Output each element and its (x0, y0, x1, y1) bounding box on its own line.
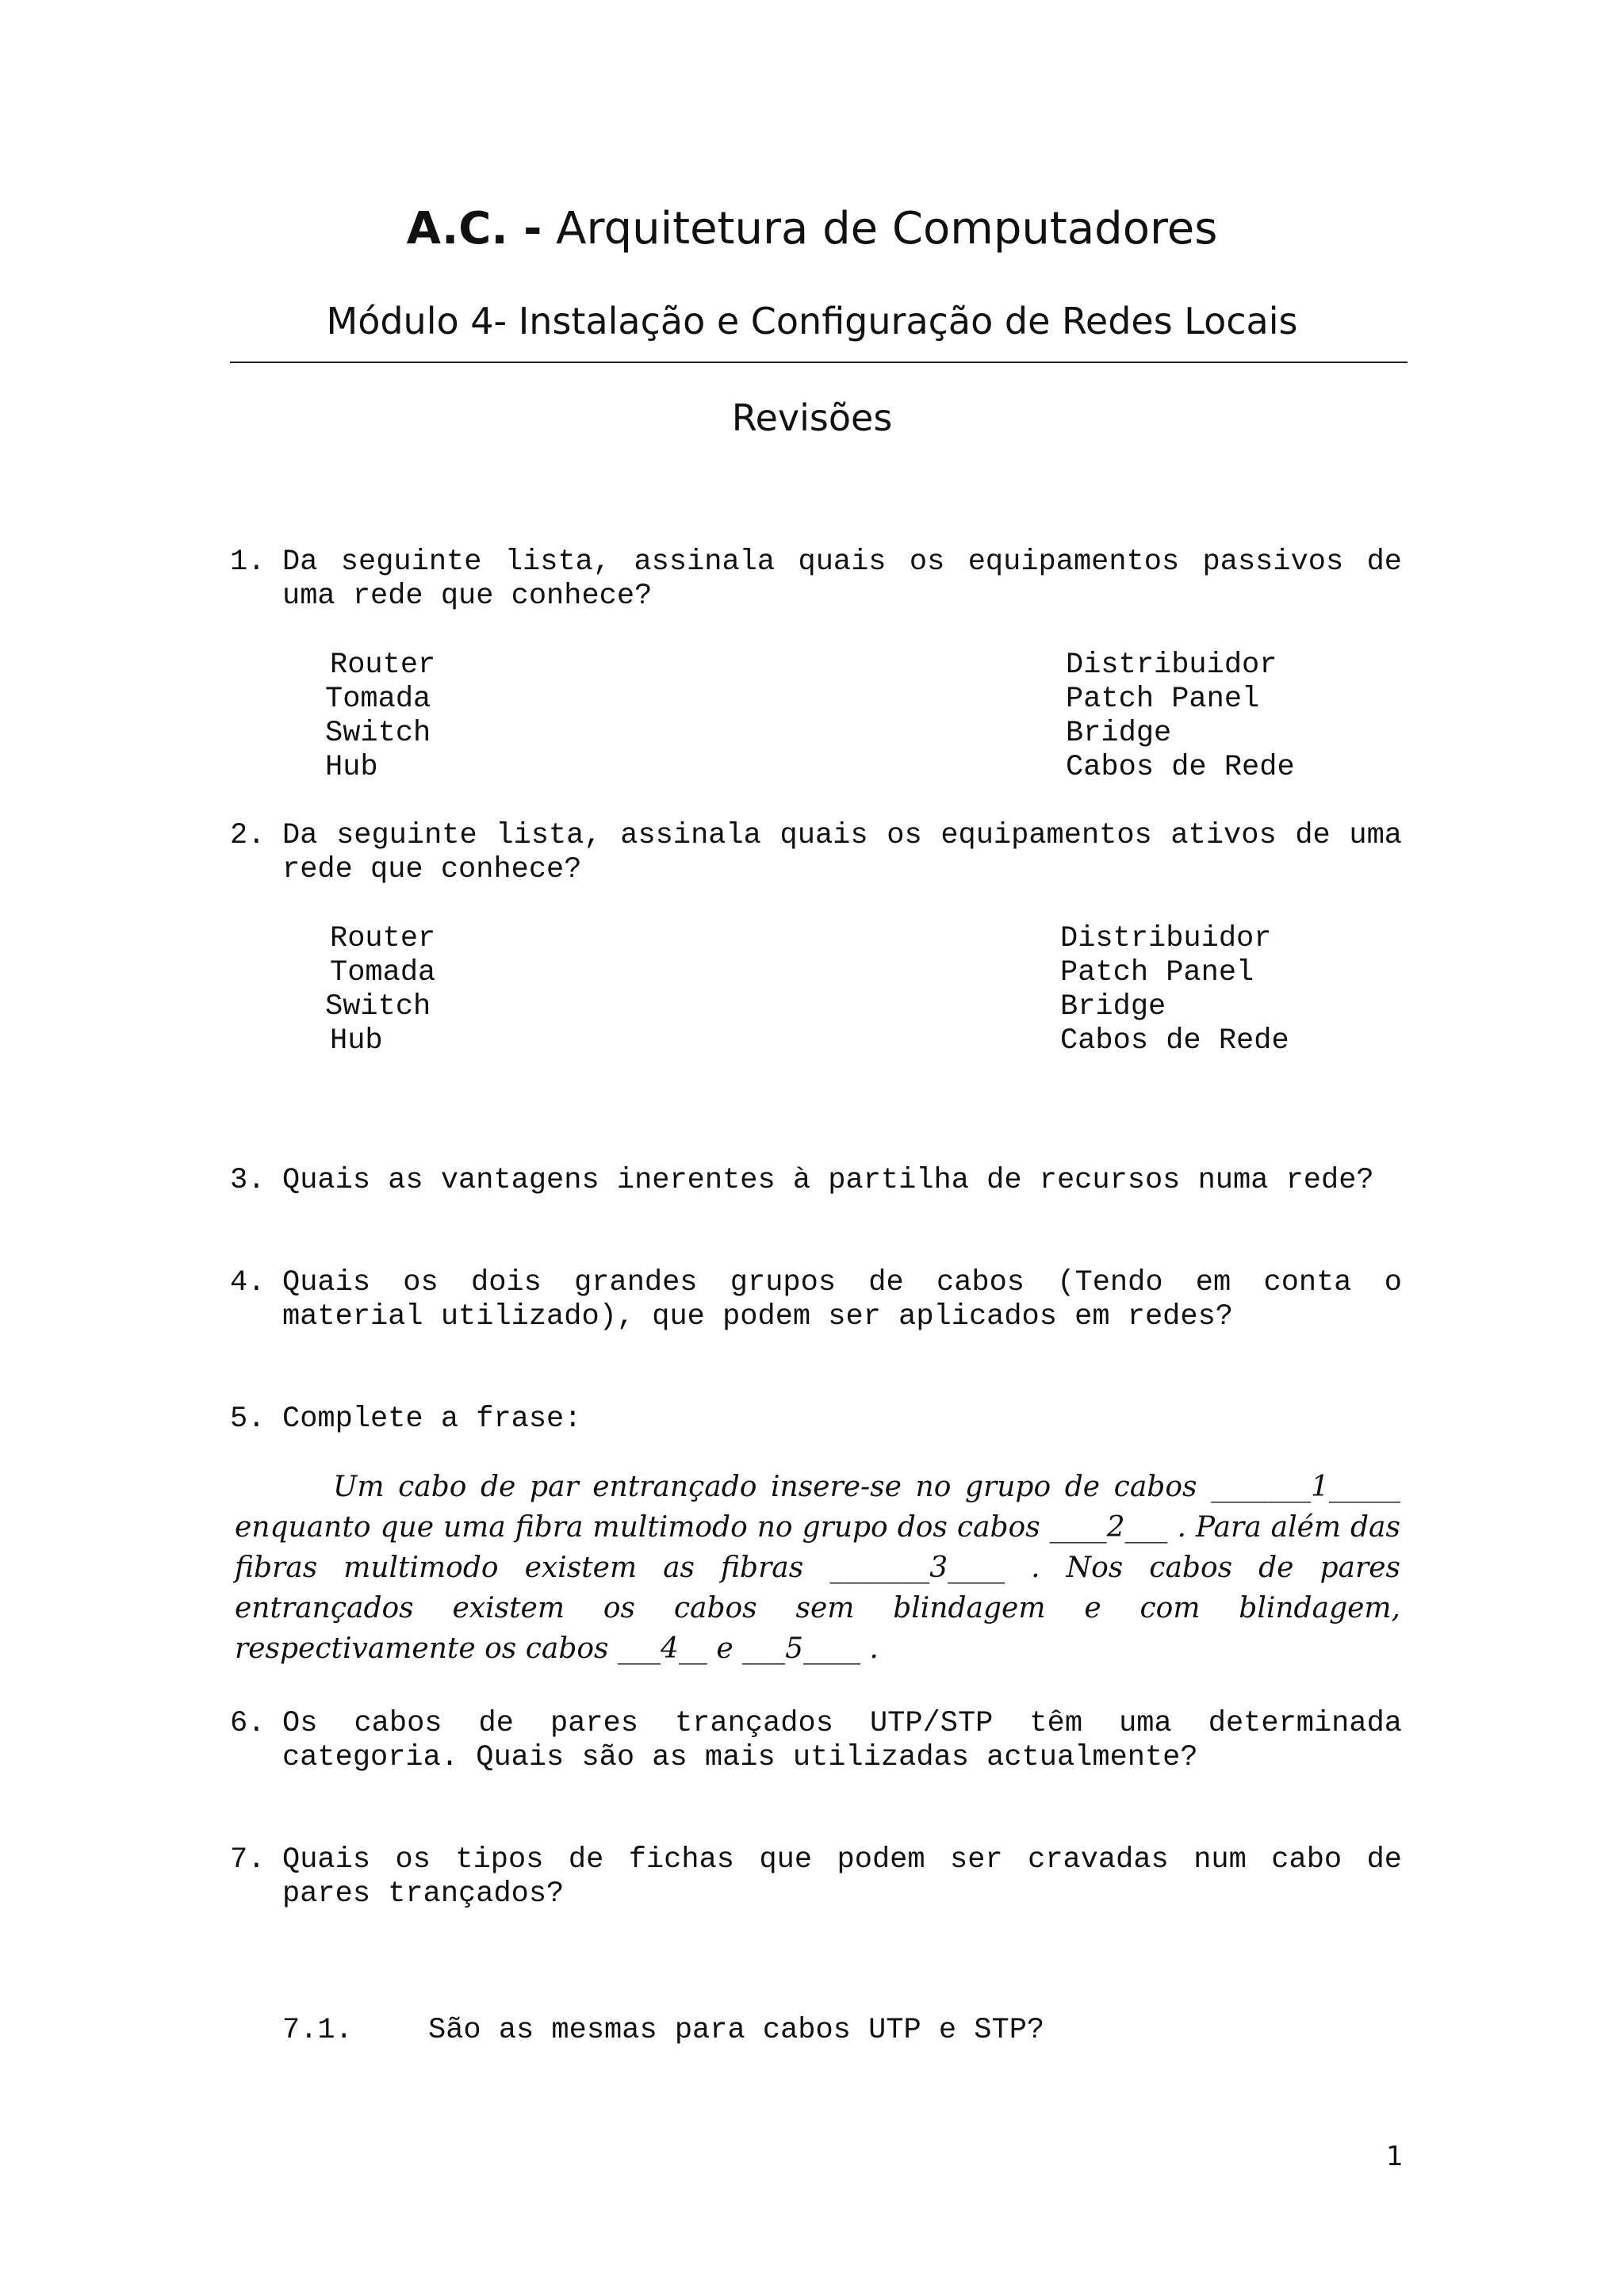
q2-option-right-2: Bridge (1060, 990, 1166, 1024)
q1-option-left-1: Tomada (325, 683, 431, 716)
q2-option-right-0: Distribuidor (1060, 922, 1272, 955)
question-number: 6. (230, 1707, 266, 1740)
q2-option-right-1: Patch Panel (1060, 956, 1254, 989)
question-text: Quais as vantagens inerentes à partilha de recursos numa rede? (282, 1164, 1374, 1197)
question-5 (230, 1402, 1402, 1437)
question-text: Da seguinte lista, assinala quais os equipamentos passivos de uma rede que conhece? (282, 545, 1402, 613)
page-number: 1 (1386, 2141, 1404, 2172)
question-text: Quais os tipos de fichas que podem ser cravadas num cabo de pares trançados? (282, 1843, 1402, 1911)
question-number: 1. (230, 545, 266, 579)
subquestion-number: 7.1. (282, 2014, 353, 2047)
question-text: Da seguinte lista, assinala quais os equipamentos ativos de uma rede que conhece? (282, 819, 1402, 886)
q2-option-left-0: Router (330, 922, 436, 955)
question-4 (230, 1266, 1402, 1334)
q1-option-right-2: Bridge (1066, 717, 1172, 750)
q2-option-left-1: Tomada (330, 956, 436, 989)
question-2 (230, 819, 1402, 887)
paragraph-text: Um cabo de par entrançado insere-se no grupo de cabos _______1_____ enquanto que uma fibra multimodo no grupo dos cabos ____2___ . Para além das fibras multimodo existem as fibras _______3____ . Nos cabos de pares entrançados existem os cabos sem blindagem e com blindagem, respectivamente os cabos ___4__ e ___5____ . (235, 1471, 1400, 1665)
q1-option-right-1: Patch Panel (1066, 683, 1260, 716)
question-text: Os cabos de pares trançados UTP/STP têm uma determinada categoria. Quais são as mais utilizadas actualmente? (282, 1707, 1402, 1774)
question-text: Quais os dois grandes grupos de cabos (Tendo em conta o material utilizado), que podem ser aplicados em redes? (282, 1266, 1402, 1334)
question-1 (230, 545, 1402, 614)
question-number: 3. (230, 1164, 266, 1197)
title-abbrev: A.C. - (406, 203, 542, 254)
question-3 (230, 1164, 1402, 1198)
subquestion-text: São as mesmas para cabos UTP e STP? (428, 2014, 1045, 2047)
q1-option-right-0: Distribuidor (1066, 649, 1277, 682)
q2-option-left-3: Hub (330, 1024, 383, 1058)
q1-option-left-2: Switch (325, 717, 431, 750)
page-title (0, 203, 1624, 254)
title-text: Arquitetura de Computadores (542, 203, 1218, 254)
q1-option-right-3: Cabos de Rede (1066, 751, 1295, 784)
q2-option-left-2: Switch (325, 990, 431, 1024)
module-subtitle: Módulo 4- Instalação e Configuração de Redes Locais (326, 300, 1298, 342)
section-heading: Revisões (731, 396, 893, 439)
question-number: 4. (230, 1266, 266, 1299)
question-number: 5. (230, 1402, 266, 1436)
question-number: 7. (230, 1843, 266, 1877)
q1-option-left-0: Router (330, 649, 436, 682)
q2-option-right-3: Cabos de Rede (1060, 1024, 1289, 1058)
question-7 (230, 1843, 1402, 1911)
question-6 (230, 1707, 1402, 1775)
header-divider (230, 362, 1408, 363)
question-number: 2. (230, 819, 266, 852)
q1-option-left-3: Hub (325, 751, 378, 784)
fill-in-paragraph (235, 1467, 1400, 1669)
question-text: Complete a frase: (282, 1402, 582, 1436)
